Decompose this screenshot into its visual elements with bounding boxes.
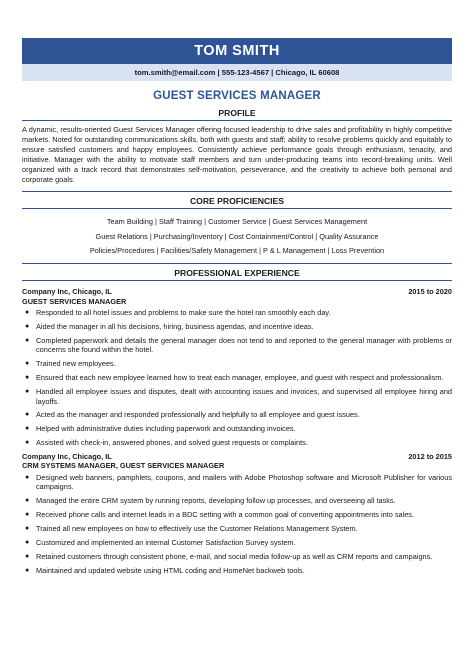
bullet-icon: ● (25, 524, 30, 532)
bullet-icon: ● (25, 411, 30, 419)
job-bullets (22, 308, 452, 448)
job-bullet: ● Aided the manager in all his decisions, hiring, business agendas, and incentive ideas. (25, 321, 314, 331)
core-proficiencies-heading: CORE PROFICIENCIES (22, 196, 452, 209)
candidate-name: TOM SMITH (194, 43, 280, 59)
job-bullet: ● Customized and implemented an internal Customer Satisfaction Survey system. (25, 537, 296, 547)
job-bullet: ● Trained new employees. (25, 359, 116, 369)
contact-info: tom.smith@email.com | 555-123-4567 | Chicago, IL 60608 (134, 68, 340, 77)
target-job-title: GUEST SERVICES MANAGER (153, 90, 321, 102)
bullet-icon: ● (25, 497, 30, 505)
job-dates: 2015 to 2020 (408, 287, 452, 297)
bullet-icon: ● (25, 511, 30, 519)
job-bullets (22, 473, 452, 576)
bullet-icon: ● (25, 552, 30, 560)
job-bullet: ● Received phone calls and internet leads in a BDC setting with a common goal of converting appointments into sales. (25, 510, 415, 520)
job-entry (22, 287, 452, 448)
job-bullet: ● Managed the entire CRM system by running reports, developing follow up processes, and overseeing all tasks. (25, 496, 396, 506)
job-role: CRM SYSTEMS MANAGER, GUEST SERVICES MANAGER (22, 461, 225, 471)
contact-banner (22, 64, 452, 81)
profile-heading: PROFILE (22, 108, 452, 121)
job-bullet: ● Completed paperwork and details the general manager does not tend to and reported to the general manager with problems or concerns she found within the hotel. (25, 335, 452, 355)
job-bullet: ● Helped with administrative duties including paperwork and outstanding invoices. (25, 424, 296, 434)
name-banner (22, 38, 452, 64)
profile-summary: A dynamic, results-oriented Guest Services Manager offering focused leadership to drive sales and profitability in highly competitive markets. Noted for outstanding communications skills, both with guests and staff; ability to resolve problems quickly and equitably to ensure satisfied customers and happy employees. Consistently achieve performance goals through enthusiasm, tenacity, and initiative. Manager with the ability to motivate staff members and turn under-producing teams into record-breaking units. Well organized with a track record that demonstrates self-motivation, perseverance, and the creativity to achieve both personal and corporate goals. (22, 125, 452, 184)
experience-heading: PROFESSIONAL EXPERIENCE (22, 268, 452, 281)
job-bullet: ● Ensured that each new employee learned how to treat each manager, employee, and guest with respect and professionalism. (25, 373, 444, 382)
core-proficiencies-list (22, 215, 452, 258)
resume-page (0, 38, 474, 651)
core-proficiencies-row: Policies/Procedures | Facilities/Safety Management | P & L Management | Loss Prevention (89, 246, 385, 256)
job-role: GUEST SERVICES MANAGER (22, 296, 127, 306)
job-bullet: ● Acted as the manager and responded professionally and helpfully to all employee and guest issues. (25, 410, 360, 420)
job-company: Company Inc, Chicago, IL (22, 287, 112, 297)
job-bullet: ● Trained all new employees on how to effectively use the Customer Relations Management System. (25, 523, 358, 533)
job-company: Company Inc, Chicago, IL (22, 452, 112, 462)
job-header (22, 287, 452, 296)
section-divider (22, 263, 452, 264)
job-entry (22, 452, 452, 575)
bullet-icon: ● (25, 322, 30, 330)
bullet-icon: ● (25, 374, 30, 381)
bullet-icon: ● (25, 538, 30, 546)
core-proficiencies-row: Guest Relations | Purchasing/Inventory | Cost Containment/Control | Quality Assurance (95, 231, 379, 241)
job-dates: 2012 to 2015 (408, 452, 452, 462)
core-proficiencies-row: Team Building | Staff Training | Customer Service | Guest Services Management (106, 217, 368, 227)
job-header (22, 452, 452, 461)
bullet-icon: ● (25, 308, 30, 316)
bullet-icon: ● (25, 566, 30, 574)
job-bullet: ● Designed web banners, pamphlets, coupons, and mailers with Adobe Photoshop software and Microsoft Publisher for various campaigns. (25, 472, 452, 492)
bullet-icon: ● (25, 439, 30, 447)
bullet-icon: ● (25, 360, 30, 368)
job-bullet: ● Retained customers through consistent phone, e-mail, and social media follow-up as well as CRM reports and campaigns. (25, 551, 433, 561)
bullet-icon: ● (25, 473, 30, 481)
job-bullet: ● Handled all employee issues and disputes, dealt with accounting issues and invoices, and supervised all employee hiring and layoffs. (25, 386, 452, 406)
section-divider (22, 191, 452, 192)
job-bullet: ● Assisted with check-in, answered phones, and solved guest requests or complaints. (25, 438, 308, 448)
bullet-icon: ● (25, 425, 30, 433)
bullet-icon: ● (25, 336, 30, 344)
bullet-icon: ● (25, 387, 30, 395)
job-bullet: ● Responded to all hotel issues and problems to make sure the hotel ran smoothly each day. (25, 307, 331, 317)
job-bullet: ● Maintained and updated website using HTML coding and HomeNet backweb tools. (25, 565, 305, 575)
